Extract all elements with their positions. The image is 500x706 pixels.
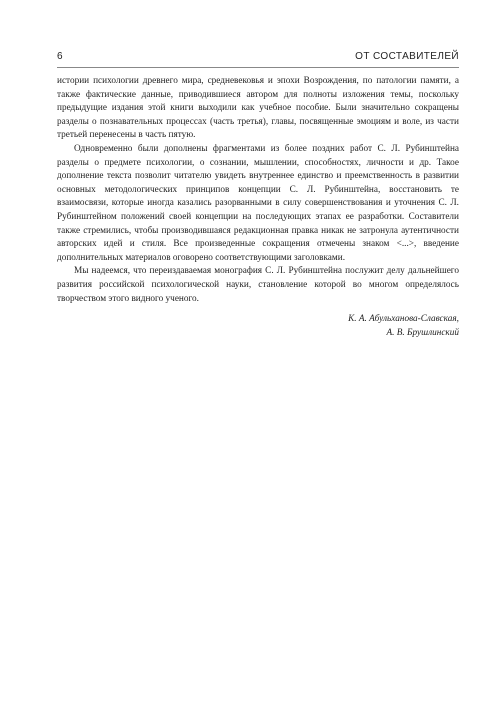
signatures <box>348 313 459 340</box>
page-number: 6 <box>57 51 63 62</box>
paragraph: Одновременно были дополнены фрагментами из более поздних работ С. Л. Рубинштейна разделы о предмете психологии, о сознании, мышлении, способностях, личности и др. Такое дополнение текста позволит читателю увидеть внутреннее единство и преемственность в развитии основных методологических принципов концепции С. Л. Рубинштейна, восстановить те взаимосвязи, которые иногда казались разорванными в силу совершенствования и уточнения С. Л. Рубинштейном положений своей концепции на последующих этапах ее разработки. Составители также стремились, чтобы производившаяся редакционная правка никак не затронула аутентичности авторских идей и стиля. Все произведенные сокращения отмечены знаком <...>, введение дополнительных материалов оговорено соответствующими заголовками. <box>57 143 459 263</box>
signature-author: К. А. Абульханова-Славская, <box>348 314 459 324</box>
page-header <box>57 51 459 67</box>
paragraph: истории психологии древнего мира, средневековья и эпохи Возрождения, по патологии памяти, а также фактические данные, приводившиеся автором для полноты изложения темы, поскольку предыдущие издания этой книги выходили как учебное пособие. Были значительно сокращены разделы о познавательных процессах (часть третья), главы, посвященные эмоциям и воле, из части третьей перенесены в часть пятую. <box>57 76 459 141</box>
signature-author: А. В. Брушлинский <box>386 327 459 338</box>
header-rule <box>57 67 459 68</box>
body-text <box>57 75 459 306</box>
running-head: ОТ СОСТАВИТЕЛЕЙ <box>355 51 459 62</box>
paragraph: Мы надеемся, что переиздаваемая монография С. Л. Рубинштейна послужит делу дальнейшего развития российской психологической науки, становление которой во многом определялось творчеством этого видного ученого. <box>57 266 459 304</box>
